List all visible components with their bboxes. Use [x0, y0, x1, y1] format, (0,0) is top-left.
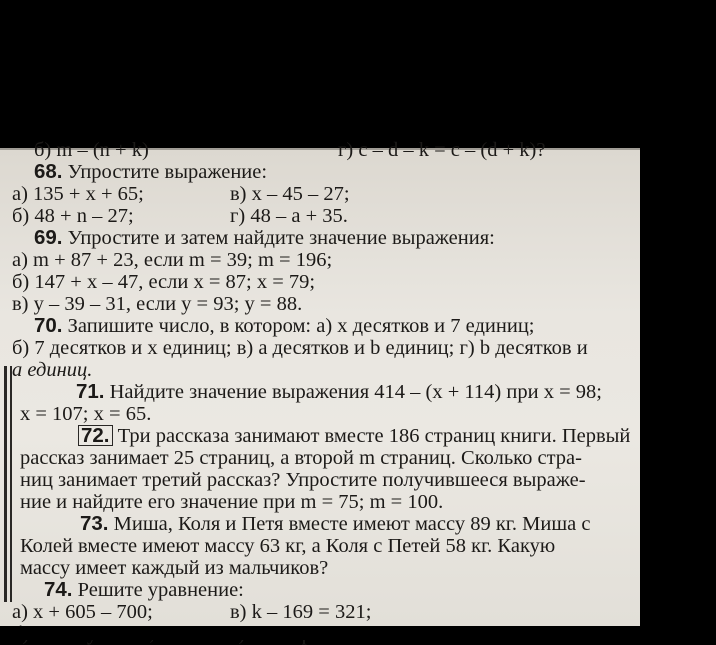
task-69-text: Упростите и затем найдите значение выражения: — [67, 227, 495, 249]
task-72-text-1: Три рассказа занимают вместе 186 страниц книги. Первый — [117, 425, 631, 447]
task-72-number-box — [78, 425, 630, 447]
photo-dark-border-top — [0, 0, 640, 148]
task-69-number: 69. — [34, 226, 63, 249]
task-74-text: Решите уравнение: — [77, 579, 244, 601]
task-70-text-3: a единиц. — [12, 359, 93, 381]
textbook-page — [0, 139, 640, 626]
task-71-text-2: x = 107; x = 65. — [20, 403, 152, 425]
task-73-text-1: Миша, Коля и Петя вместе имеют массу 89 кг. Миша с — [113, 513, 591, 535]
task-72-number: 72. — [78, 425, 113, 446]
task-73-text-3: массу имеет каждый из мальчиков? — [20, 557, 329, 579]
task-68-number: 68. — [34, 160, 63, 183]
task-71-number: 71. — [76, 380, 105, 403]
task-68-heading — [0, 161, 674, 183]
task-73-number: 73. — [80, 512, 109, 535]
prev-item-b: б) m – (n + k) — [34, 139, 149, 161]
task-71-text-1: Найдите значение выражения 414 – (x + 114) при x = 98; — [109, 381, 602, 403]
task-72-text-3: ниц занимает третий рассказ? Упростите получившееся выраже- — [20, 469, 586, 491]
task-69-item-b-text: б) 147 + x – 47, если x = 87; x = 79; — [12, 271, 316, 293]
task-74-item-v: в) k – 169 = 321; — [230, 601, 372, 623]
task-68-text: Упростите выражение: — [67, 161, 268, 183]
task-68-item-g: г) 48 – a + 35. — [230, 205, 348, 227]
task-70-text-1: Запишите число, в котором: а) x десятков и 7 единиц; — [67, 315, 535, 337]
photo-dark-border-bottom — [0, 626, 640, 640]
task-69-item-a-text: а) m + 87 + 23, если m = 39; m = 196; — [12, 249, 333, 271]
task-72-text-4: ние и найдите его значение при m = 75; m = 100. — [20, 491, 444, 513]
task-68-item-v: в) x – 45 – 27; — [230, 183, 350, 205]
task-69-item-v-text: в) y – 39 – 31, если y = 93; y = 88. — [12, 293, 303, 315]
prev-item-g: г) c – d – k = c – (d + k)? — [338, 139, 546, 161]
task-74-number: 74. — [44, 578, 73, 601]
task-70-text-2: б) 7 десятков и x единиц; в) a десятков и b единиц; г) b десятков и — [12, 337, 588, 359]
task-70-number: 70. — [34, 314, 63, 337]
task-68-item-a: а) 135 + x + 65; — [12, 183, 144, 205]
task-73-text-2: Колей вместе имеют массу 63 кг, а Коля с Петей 58 кг. Какую — [20, 535, 556, 557]
task-72-text-2: рассказ занимает 25 страниц, а второй m страниц. Сколько стра- — [20, 447, 582, 469]
task-70-line-1 — [0, 315, 674, 337]
task-69-heading — [0, 227, 674, 249]
task-68-item-b: б) 48 + n – 27; — [12, 205, 134, 227]
task-74-item-a: а) x + 605 – 700; — [12, 601, 153, 623]
task-71-line-1 — [0, 381, 716, 403]
